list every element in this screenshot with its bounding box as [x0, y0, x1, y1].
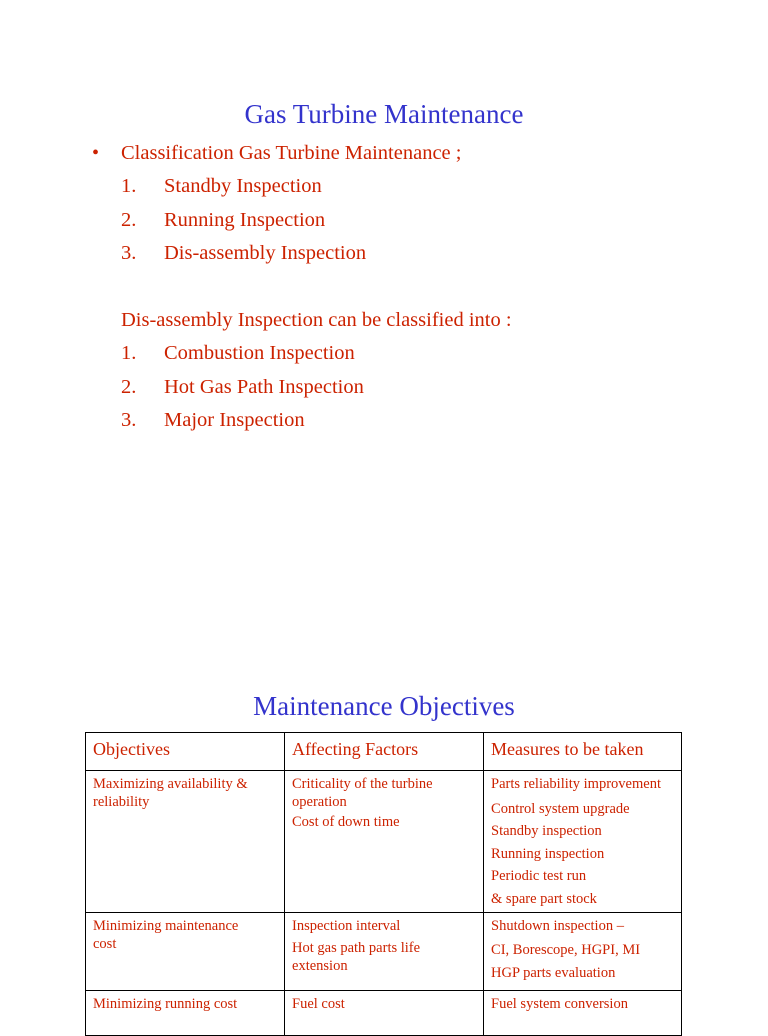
list1-num-2: 2. [121, 209, 137, 231]
table-row [86, 913, 682, 991]
cell-text: reliability [93, 794, 150, 810]
list1-item-1: Standby Inspection [164, 175, 322, 197]
cell-text: Inspection interval [292, 918, 401, 934]
cell-text: Maximizing availability & [93, 776, 248, 792]
cell-objective [86, 913, 285, 991]
cell-text: Parts reliability improvement [491, 776, 661, 792]
cell-measures [484, 913, 682, 991]
cell-text: Minimizing maintenance [93, 918, 239, 934]
cell-text: Hot gas path parts life [292, 940, 421, 956]
cell-text: Standby inspection [491, 823, 602, 839]
cell-text: CI, Borescope, HGPI, MI [491, 942, 641, 958]
cell-text: Criticality of the turbine [292, 776, 433, 792]
header-affecting-factors: Affecting Factors [285, 733, 484, 771]
cell-text: Shutdown inspection – [491, 918, 624, 934]
list2-num-3: 3. [121, 409, 137, 431]
list2-item-2: Hot Gas Path Inspection [164, 376, 364, 398]
cell-text: Minimizing running cost [93, 996, 238, 1012]
table-row [86, 771, 682, 913]
cell-objective [86, 991, 285, 1036]
list1-num-1: 1. [121, 175, 137, 197]
objectives-table [85, 732, 682, 1036]
table-header-row [86, 733, 682, 771]
cell-measures [484, 771, 682, 913]
cell-text: extension [292, 958, 348, 974]
cell-text: Cost of down time [292, 814, 400, 830]
header-objectives: Objectives [86, 733, 285, 771]
cell-text: Control system upgrade [491, 800, 630, 817]
cell-text: Running inspection [491, 845, 605, 862]
cell-objective [86, 771, 285, 913]
cell-factors [285, 771, 484, 913]
table-row [86, 991, 682, 1036]
cell-factors [285, 991, 484, 1036]
list2-item-1: Combustion Inspection [164, 342, 355, 364]
cell-text: Fuel cost [292, 996, 345, 1012]
list2-num-1: 1. [121, 342, 137, 364]
cell-text: operation [292, 794, 347, 810]
disassembly-intro: Dis-assembly Inspection can be classified into : [121, 309, 512, 331]
cell-factors [285, 913, 484, 991]
bullet-classification: Classification Gas Turbine Maintenance ; [121, 142, 462, 164]
bullet-dot-icon: • [92, 142, 100, 164]
cell-text: & spare part stock [491, 890, 597, 907]
cell-text: cost [93, 936, 117, 952]
cell-measures [484, 991, 682, 1036]
list1-item-3: Dis-assembly Inspection [164, 242, 367, 264]
list1-num-3: 3. [121, 242, 137, 264]
cell-text: Fuel system conversion [491, 996, 628, 1012]
slide-title-gas-turbine-maintenance: Gas Turbine Maintenance [244, 99, 524, 129]
list2-item-3: Major Inspection [164, 409, 305, 431]
list2-num-2: 2. [121, 376, 137, 398]
header-measures: Measures to be taken [484, 733, 682, 771]
cell-text: Periodic test run [491, 868, 587, 884]
cell-text: HGP parts evaluation [491, 964, 616, 981]
slide-title-maintenance-objectives: Maintenance Objectives [253, 691, 515, 721]
list1-item-2: Running Inspection [164, 209, 326, 231]
